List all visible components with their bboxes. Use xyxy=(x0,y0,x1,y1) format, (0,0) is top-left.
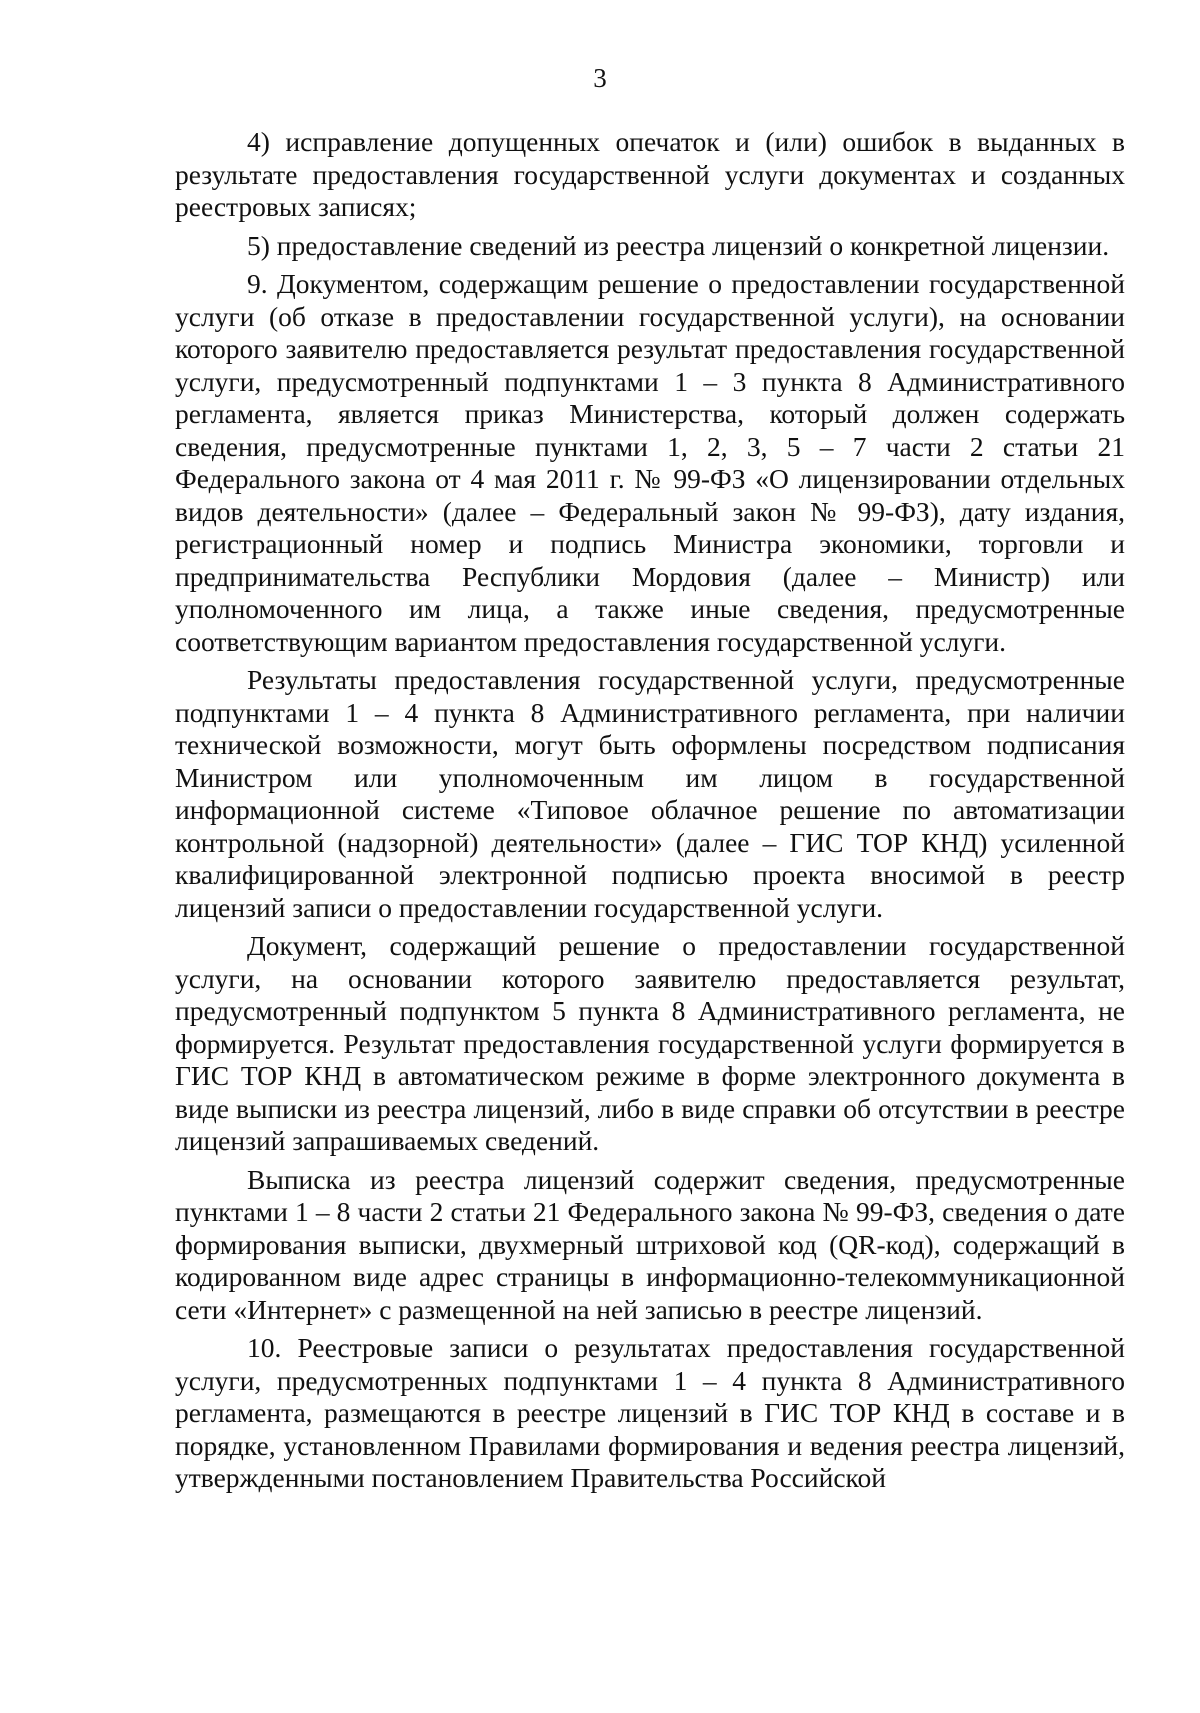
page-number: 3 xyxy=(593,63,607,93)
document-body xyxy=(175,126,1125,1495)
paragraph-item-5: 5) предоставление сведений из реестра лицензий о конкретной лицензии. xyxy=(247,229,1110,261)
paragraph-section-10: 10. Реестровые записи о результатах предоставления государственной услуги, предусмотренных подпунктами 1 – 4 пункта 8 Административного регламента, размещаются в реестре лицензий в ГИС ТОР КНД в составе и в порядке, установленном Правилами формирования и ведения реестра лицензий, утвержденными постановлением Правительства Российской xyxy=(175,1332,1125,1493)
paragraph-document-decision: Документ, содержащий решение о предоставлении государственной услуги, на основании которого заявителю предоставляется результат, предусмотренный подпунктом 5 пункта 8 Административного регламента, не формируется. Результат предоставления государственной услуги формируется в ГИС ТОР КНД в автоматическом режиме в форме электронного документа в виде выписки из реестра лицензий, либо в виде справки об отсутствии в реестре лицензий запрашиваемых сведений. xyxy=(175,930,1125,1156)
paragraph-results-signing: Результаты предоставления государственной услуги, предусмотренные подпунктами 1 – 4 пункта 8 Административного регламента, при наличии технической возможности, могут быть оформлены посредством подписания Министром или уполномоченным им лицом в государственной информационной системе «Типовое облачное решение по автоматизации контрольной (надзорной) деятельности» (далее – ГИС ТОР КНД) усиленной квалифицированной электронной подписью проекта вносимой в реестр лицензий записи о предоставлении государственной услуги. xyxy=(175,664,1125,923)
paragraph-registry-extract: Выписка из реестра лицензий содержит сведения, предусмотренные пунктами 1 – 8 части 2 статьи 21 Федерального закона № 99-ФЗ, сведения о дате формирования выписки, двухмерный штриховой код (QR-код), содержащий в кодированном виде адрес страницы в информационно-телекоммуникационной сети «Интернет» с размещенной на ней записью в реестре лицензий. xyxy=(175,1163,1125,1325)
paragraph-section-9: 9. Документом, содержащим решение о предоставлении государственной услуги (об отказе в предоставлении государственной услуги), на основании которого заявителю предоставляется результат предоставления государственной услуги, предусмотренный подпунктами 1 – 3 пункта 8 Административного регламента, является приказ Министерства, который должен содержать сведения, предусмотренные пунктами 1, 2, 3, 5 – 7 части 2 статьи 21 Федерального закона от 4 мая 2011 г. № 99-ФЗ «О лицензировании отдельных видов деятельности» (далее – Федеральный закон № 99-ФЗ), дату издания, регистрационный номер и подпись Министра экономики, торговли и предпринимательства Республики Мордовия (далее – Министр) или уполномоченного им лица, а также иные сведения, предусмотренные соответствующим вариантом предоставления государственной услуги. xyxy=(175,268,1125,657)
paragraph-item-4: 4) исправление допущенных опечаток и (или) ошибок в выданных в результате предоставления государственной услуги документах и созданных реестровых записях; xyxy=(175,126,1125,222)
